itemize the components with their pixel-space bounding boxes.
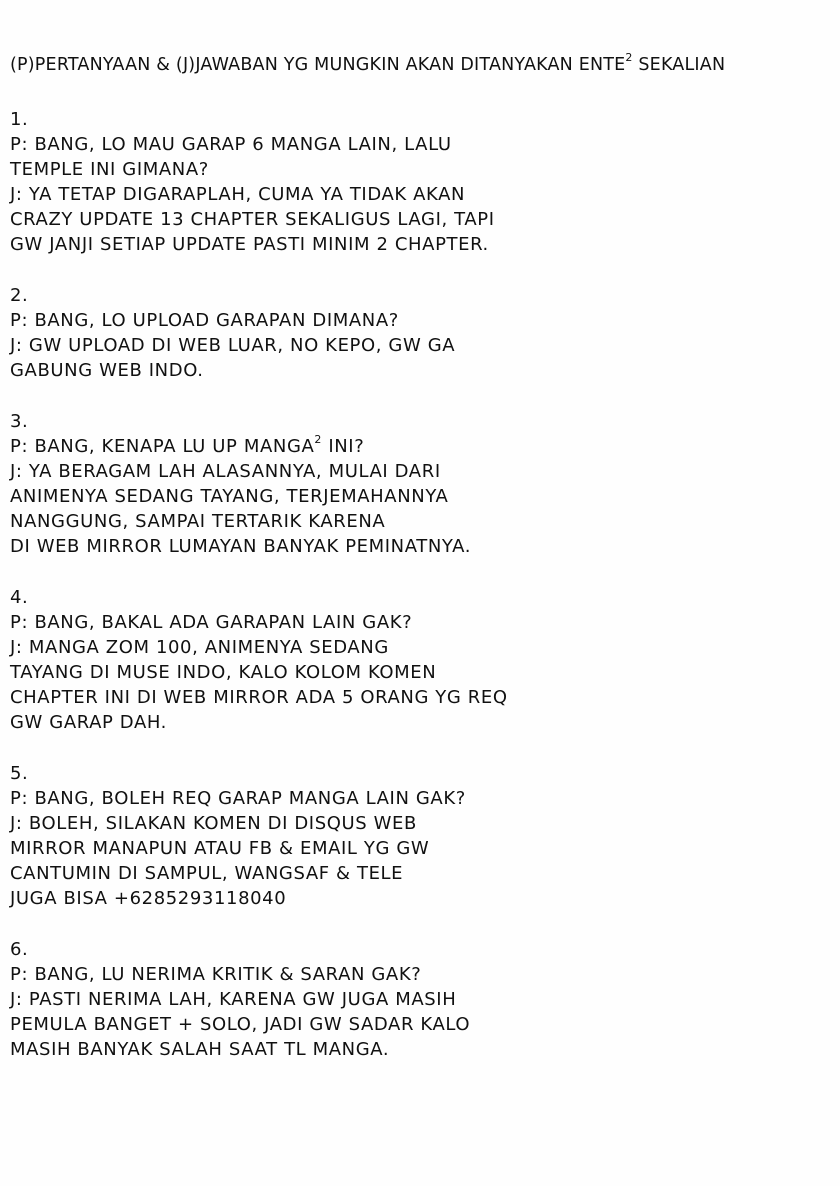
faq-page: [10, 53, 840, 1088]
qa-number: 6.: [10, 939, 29, 960]
qa-number: 5.: [10, 763, 29, 784]
answer-line: GW JANJI SETIAP UPDATE PASTI MINIM 2 CHAPTER.: [10, 234, 489, 255]
question-text: P: BANG, KENAPA LU UP MANGA: [10, 436, 315, 457]
qa-item-2: [10, 283, 840, 383]
question-line: P: BANG, LU NERIMA KRITIK & SARAN GAK?: [10, 964, 422, 985]
qa-number: 3.: [10, 411, 29, 432]
qa-item-1: [10, 107, 840, 257]
answer-line: MIRROR MANAPUN ATAU FB & EMAIL YG GW: [10, 838, 430, 859]
answer-line: J: PASTI NERIMA LAH, KARENA GW JUGA MASIH: [10, 989, 457, 1010]
question-line: P: BANG, LO MAU GARAP 6 MANGA LAIN, LALU: [10, 134, 452, 155]
question-text-end: INI?: [322, 436, 365, 457]
answer-line: CHAPTER INI DI WEB MIRROR ADA 5 ORANG YG REQ: [10, 687, 508, 708]
answer-line: ANIMENYA SEDANG TAYANG, TERJEMAHANNYA: [10, 486, 449, 507]
qa-item-3: [10, 409, 840, 559]
answer-line: J: GW UPLOAD DI WEB LUAR, NO KEPO, GW GA: [10, 335, 456, 356]
answer-line: TAYANG DI MUSE INDO, KALO KOLOM KOMEN: [10, 662, 437, 683]
title-text-end: SEKALIAN: [632, 55, 726, 75]
answer-line: CANTUMIN DI SAMPUL, WANGSAF & TELE: [10, 863, 404, 884]
qa-item-5: [10, 761, 840, 911]
qa-item-4: [10, 585, 840, 735]
qa-number: 4.: [10, 587, 29, 608]
qa-number: 1.: [10, 109, 29, 130]
question-line: P: BANG, LO UPLOAD GARAPAN DIMANA?: [10, 310, 399, 331]
answer-line: GW GARAP DAH.: [10, 712, 167, 733]
question-line: [10, 434, 840, 459]
answer-line: GABUNG WEB INDO.: [10, 360, 204, 381]
question-superscript: 2: [314, 433, 323, 446]
answer-line: MASIH BANYAK SALAH SAAT TL MANGA.: [10, 1039, 390, 1060]
answer-line: J: YA TETAP DIGARAPLAH, CUMA YA TIDAK AKAN: [10, 184, 466, 205]
answer-line: J: MANGA ZOM 100, ANIMENYA SEDANG: [10, 637, 389, 658]
question-line: P: BANG, BOLEH REQ GARAP MANGA LAIN GAK?: [10, 788, 466, 809]
answer-line: CRAZY UPDATE 13 CHAPTER SEKALIGUS LAGI, TAPI: [10, 209, 495, 230]
answer-line: J: YA BERAGAM LAH ALASANNYA, MULAI DARI: [10, 461, 441, 482]
qa-number: 2.: [10, 285, 29, 306]
title-superscript: 2: [625, 51, 633, 65]
answer-line: NANGGUNG, SAMPAI TERTARIK KARENA: [10, 511, 386, 532]
qa-item-6: [10, 937, 840, 1062]
answer-line: J: BOLEH, SILAKAN KOMEN DI DISQUS WEB: [10, 813, 417, 834]
question-line: P: BANG, BAKAL ADA GARAPAN LAIN GAK?: [10, 612, 413, 633]
title-text: (P)PERTANYAAN & (J)JAWABAN YG MUNGKIN AKAN DITANYAKAN ENTE: [10, 55, 626, 75]
question-line: TEMPLE INI GIMANA?: [10, 159, 209, 180]
page-title: [10, 53, 840, 78]
answer-line: JUGA BISA +6285293118040: [10, 888, 287, 909]
answer-line: PEMULA BANGET + SOLO, JADI GW SADAR KALO: [10, 1014, 471, 1035]
answer-line: DI WEB MIRROR LUMAYAN BANYAK PEMINATNYA.: [10, 536, 472, 557]
